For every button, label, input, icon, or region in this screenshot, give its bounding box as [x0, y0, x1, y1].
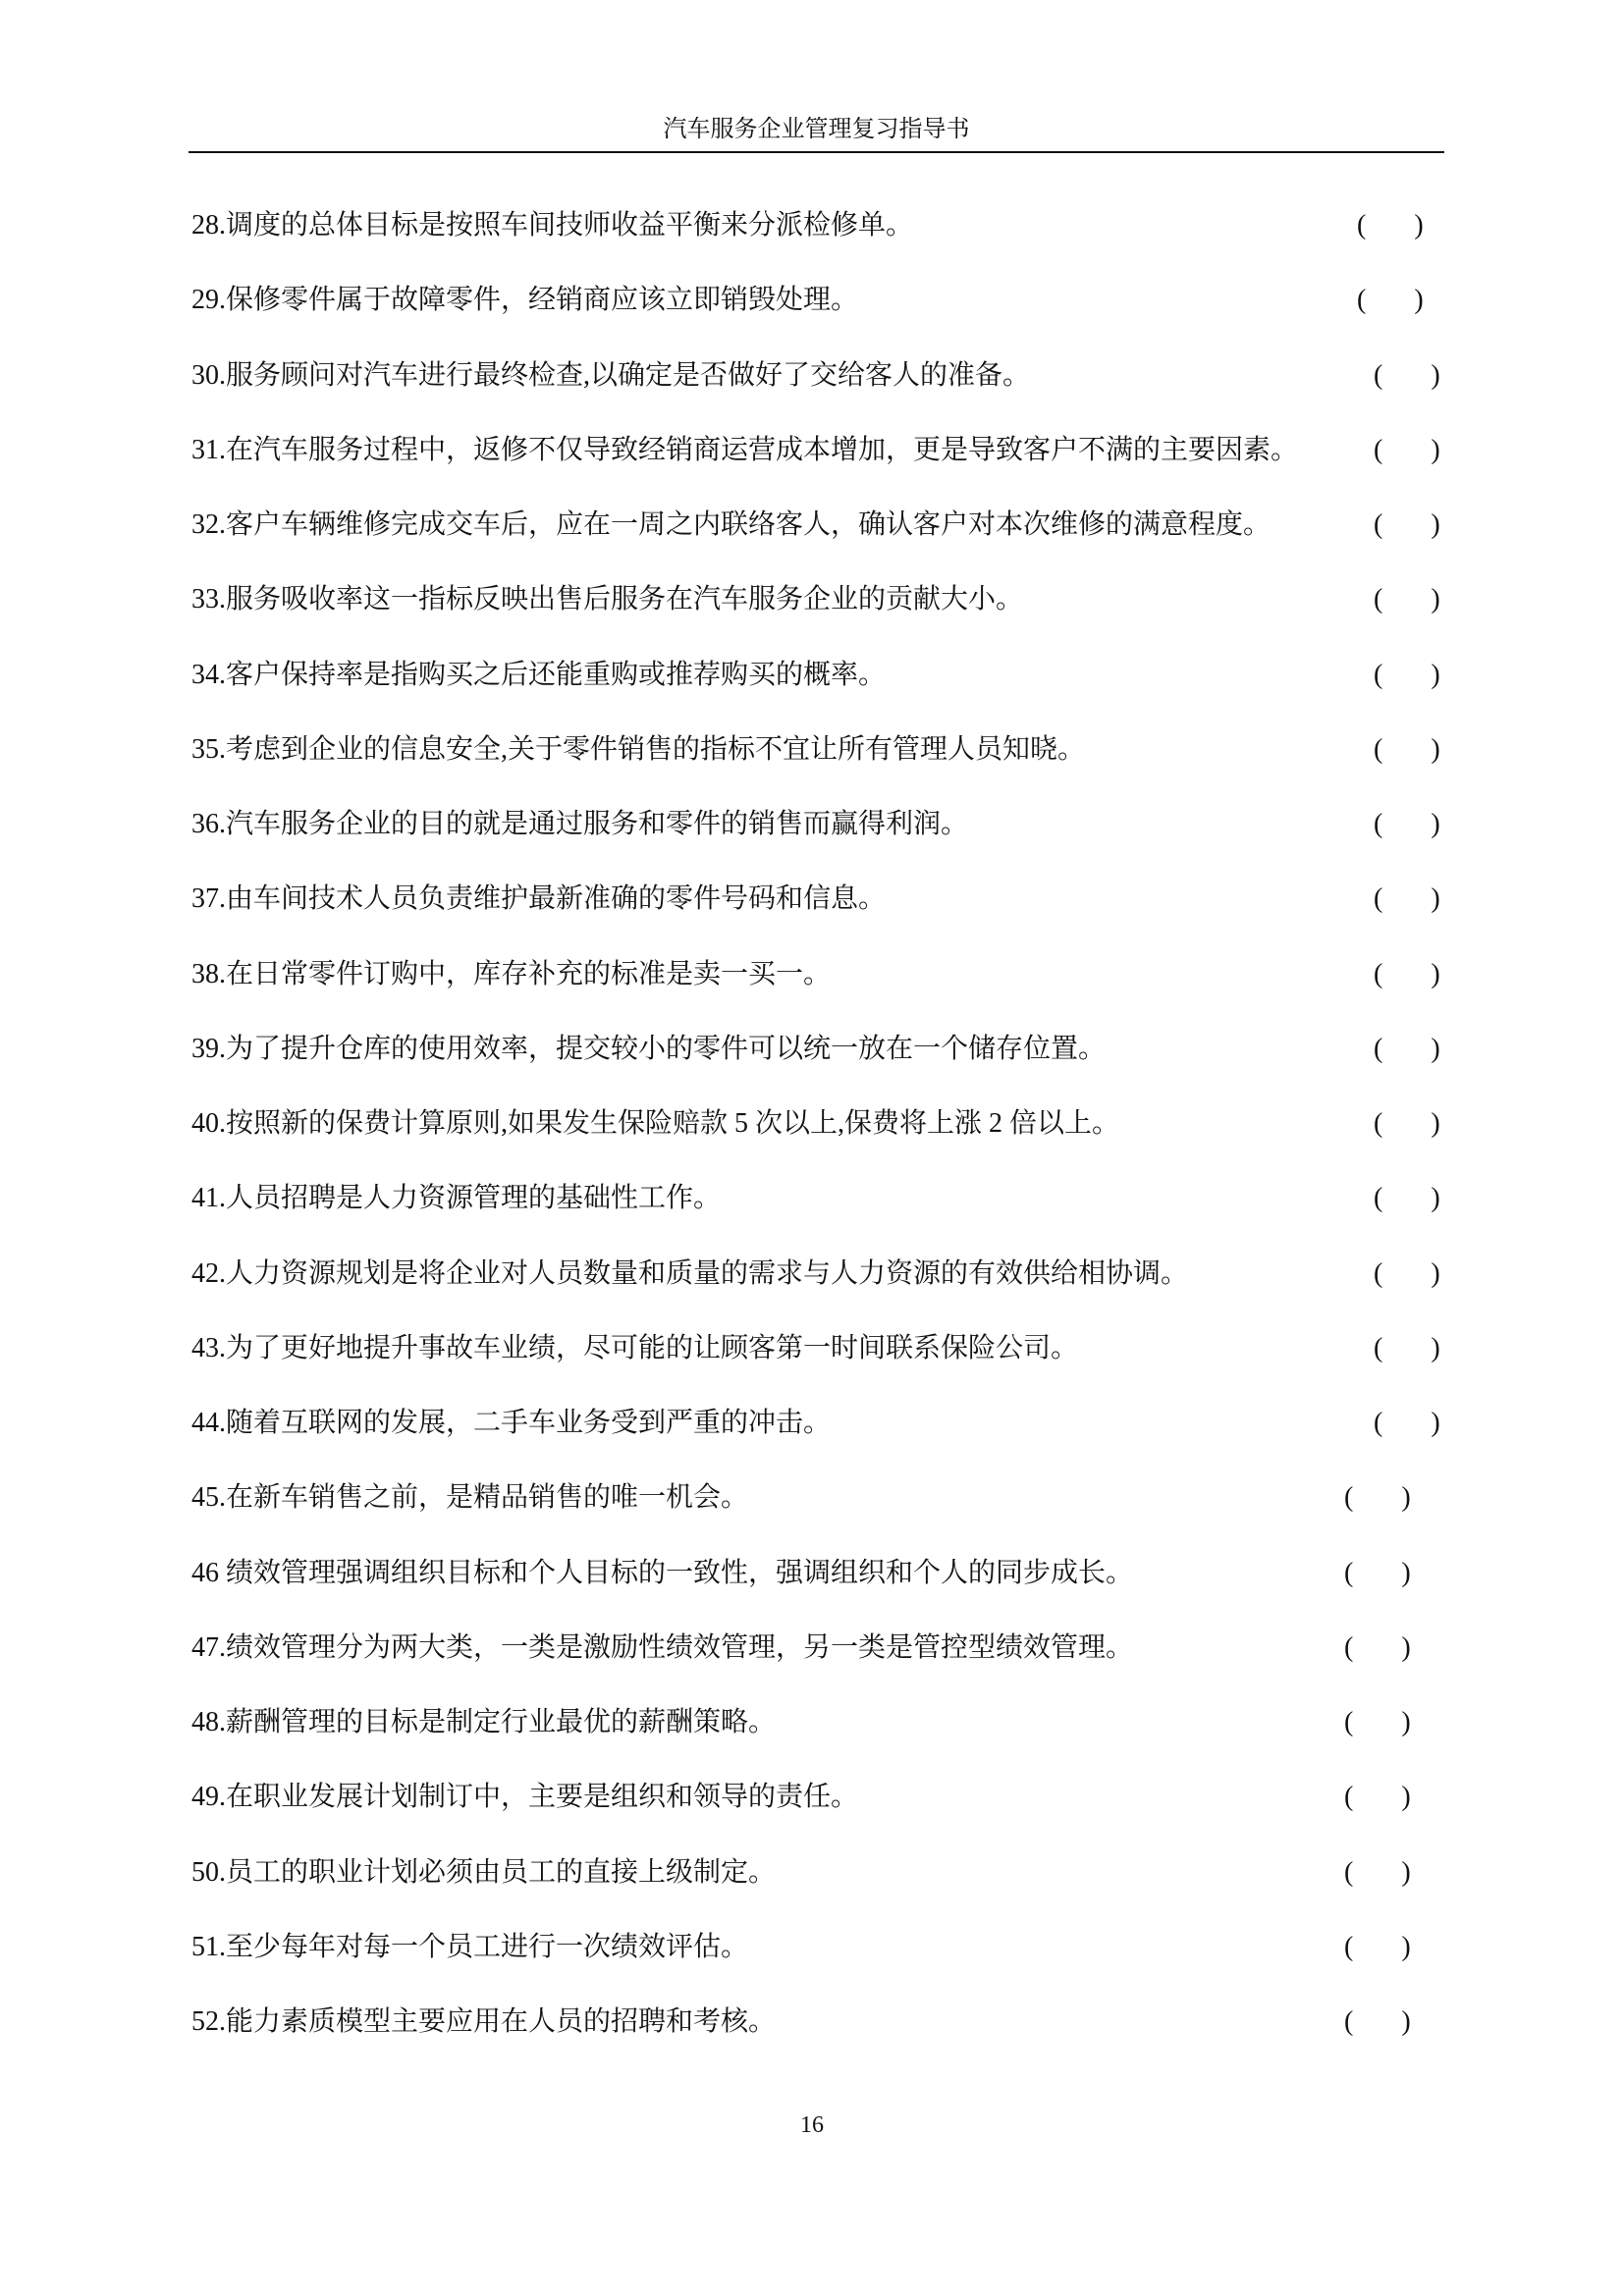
question-item [191, 431, 1458, 506]
question-text: 35.考虑到企业的信息安全,关于零件销售的指标不宜让所有管理人员知晓。 [191, 733, 1086, 765]
answer-blank: ( ) [1344, 1782, 1412, 1813]
answer-blank: ( ) [1344, 1707, 1412, 1737]
question-item [191, 1404, 1458, 1478]
question-text: 34.客户保持率是指购买之后还能重购或推荐购买的概率。 [191, 659, 887, 690]
question-text: 30.服务顾问对汽车进行最终检查,以确定是否做好了交给客人的准备。 [191, 359, 1031, 391]
question-item [191, 880, 1458, 954]
question-item [191, 1030, 1458, 1104]
question-text: 50.员工的职业计划必须由员工的直接上级制定。 [191, 1856, 777, 1888]
question-item [191, 1703, 1458, 1778]
answer-blank: ( ) [1344, 2006, 1412, 2037]
answer-blank: ( ) [1374, 809, 1441, 839]
question-text: 39.为了提升仓库的使用效率，提交较小的零件可以统一放在一个储存位置。 [191, 1033, 1107, 1064]
question-item [191, 1629, 1458, 1703]
question-text: 44.随着互联网的发展，二手车业务受到严重的冲击。 [191, 1408, 832, 1438]
question-text: 33.服务吸收率这一指标反映出售后服务在汽车服务企业的贡献大小。 [191, 584, 1024, 615]
answer-blank: ( ) [1374, 1183, 1441, 1214]
question-text: 31.在汽车服务过程中，返修不仅导致经销商运营成本增加，更是导致客户不满的主要因素。 [191, 434, 1299, 465]
question-text: 38.在日常零件订购中，库存补充的标准是卖一买一。 [191, 958, 832, 989]
answer-blank: ( ) [1374, 584, 1441, 615]
answer-blank: ( ) [1374, 958, 1441, 989]
question-item [191, 1778, 1458, 1852]
question-text: 40.按照新的保费计算原则,如果发生保险赔款 5 次以上,保费将上涨 2 倍以上。 [191, 1108, 1120, 1139]
answer-blank: ( ) [1374, 359, 1441, 391]
answer-blank: ( ) [1344, 1856, 1412, 1888]
page-number: 16 [800, 2112, 824, 2138]
question-text: 45.在新车销售之前，是精品销售的唯一机会。 [191, 1482, 749, 1514]
answer-blank: ( ) [1374, 1408, 1441, 1438]
answer-blank: ( ) [1374, 1033, 1441, 1064]
answer-blank: ( ) [1374, 434, 1441, 465]
question-item [191, 730, 1458, 805]
running-header-title: 汽车服务企业管理复习指导书 [663, 117, 970, 142]
answer-blank: ( ) [1357, 210, 1425, 240]
question-item [191, 1255, 1458, 1329]
question-item [191, 1554, 1458, 1629]
question-item [191, 2002, 1458, 2077]
question-item [191, 356, 1458, 431]
answer-blank: ( ) [1374, 509, 1441, 540]
answer-blank: ( ) [1344, 1931, 1412, 1962]
question-item [191, 206, 1458, 281]
answer-blank: ( ) [1374, 659, 1441, 690]
question-text: 37.由车间技术人员负责维护最新准确的零件号码和信息。 [191, 883, 887, 915]
question-item [191, 1179, 1458, 1254]
question-item [191, 656, 1458, 730]
question-text: 46 绩效管理强调组织目标和个人目标的一致性，强调组织和个人的同步成长。 [191, 1557, 1134, 1588]
question-text: 41.人员招聘是人力资源管理的基础性工作。 [191, 1183, 722, 1214]
true-false-question-list [191, 206, 1458, 2077]
question-text: 51.至少每年对每一个员工进行一次绩效评估。 [191, 1931, 749, 1962]
answer-blank: ( ) [1344, 1557, 1412, 1588]
header-rule [189, 151, 1444, 153]
question-text: 48.薪酬管理的目标是制定行业最优的薪酬策略。 [191, 1707, 777, 1737]
question-item [191, 1478, 1458, 1553]
question-item [191, 1104, 1458, 1179]
question-text: 29.保修零件属于故障零件，经销商应该立即销毁处理。 [191, 285, 859, 316]
answer-blank: ( ) [1344, 1482, 1412, 1514]
answer-blank: ( ) [1344, 1631, 1412, 1663]
question-text: 32.客户车辆维修完成交车后，应在一周之内联络客人，确认客户对本次维修的满意程度。 [191, 509, 1272, 540]
answer-blank: ( ) [1374, 1332, 1441, 1363]
question-text: 28.调度的总体目标是按照车间技师收益平衡来分派检修单。 [191, 210, 914, 240]
question-item [191, 805, 1458, 880]
question-text: 47.绩效管理分为两大类，一类是激励性绩效管理，另一类是管控型绩效管理。 [191, 1631, 1134, 1663]
question-item [191, 281, 1458, 355]
question-text: 49.在职业发展计划制订中，主要是组织和领导的责任。 [191, 1782, 859, 1813]
answer-blank: ( ) [1374, 883, 1441, 915]
question-item [191, 580, 1458, 655]
question-item [191, 1928, 1458, 2002]
answer-blank: ( ) [1374, 733, 1441, 765]
question-item [191, 506, 1458, 580]
answer-blank: ( ) [1374, 1257, 1441, 1289]
question-item [191, 1329, 1458, 1404]
question-item [191, 1853, 1458, 1928]
question-text: 36.汽车服务企业的目的就是通过服务和零件的销售而赢得利润。 [191, 809, 969, 839]
answer-blank: ( ) [1357, 285, 1425, 316]
question-text: 52.能力素质模型主要应用在人员的招聘和考核。 [191, 2006, 777, 2037]
question-text: 43.为了更好地提升事故车业绩，尽可能的让顾客第一时间联系保险公司。 [191, 1332, 1079, 1363]
question-text: 42.人力资源规划是将企业对人员数量和质量的需求与人力资源的有效供给相协调。 [191, 1257, 1189, 1289]
question-item [191, 955, 1458, 1030]
answer-blank: ( ) [1374, 1108, 1441, 1139]
